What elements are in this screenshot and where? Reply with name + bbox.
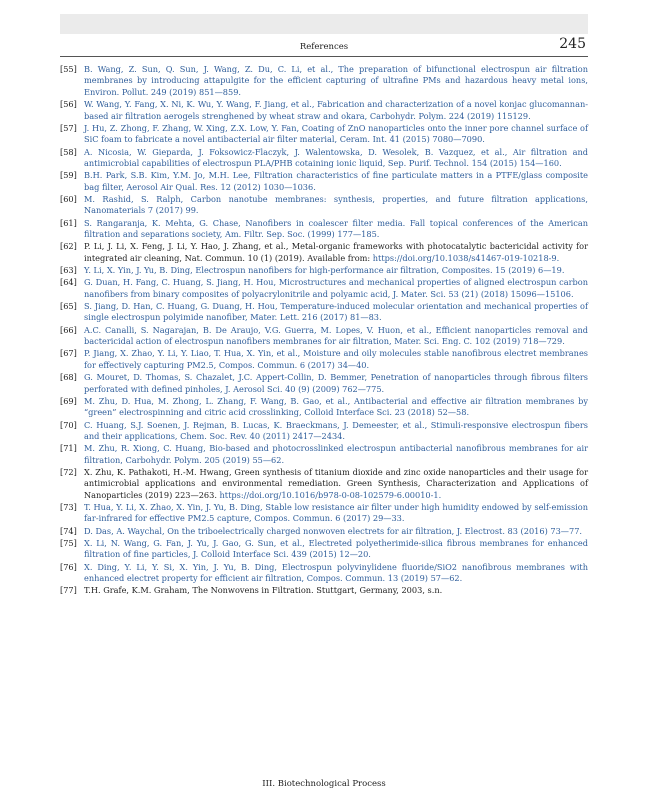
reference-number: [62] bbox=[60, 241, 77, 252]
reference-text: T.H. Grafe, K.M. Graham, The Nonwovens in Filtration. Stuttgart, Germany, 2003, s.n. bbox=[84, 585, 443, 596]
reference-number: [64] bbox=[60, 277, 77, 288]
reference-text[interactable]: M. Rashid, S. Ralph, Carbon nanotube membranes: synthesis, properties, and future filtration applications, Nanomaterials 7 (2017) 99. bbox=[84, 193, 588, 216]
reference-item[interactable] bbox=[60, 562, 588, 585]
reference-text[interactable]: P. Jiang, X. Zhao, Y. Li, Y. Liao, T. Hua, X. Yin, et al., Moisture and oily molecules stable nanofibrous electret membranes for effectively capturing PM2.5, Compos. Commun. 6 (2017) 34—40. bbox=[84, 348, 588, 370]
reference-text: P. Li, J. Li, X. Feng, J. Li, Y. Hao, J. Zhang, et al., Metal-organic frameworks with photocatalytic bactericidal activity for integrated air cleaning, Nat. Commun. 10 (1) (2019). Available from: bbox=[84, 241, 588, 263]
reference-text[interactable]: S. Rangaranja, K. Mehta, G. Chase, Nanofibers in coalescer filter media. Fall topical conferences of the American filtration and separations society, Am. Filtr. Sep. Soc. (1999) 177—185. bbox=[84, 217, 588, 240]
reference-number: [72] bbox=[60, 466, 77, 477]
reference-text[interactable]: Y. Li, X. Yin, J. Yu, B. Ding, Electrospun nanofibers for high-performance air filtration, Composites. 15 (2019) 6—19. bbox=[84, 265, 565, 276]
reference-number: [63] bbox=[60, 265, 77, 276]
reference-number: [65] bbox=[60, 301, 77, 312]
reference-number: [75] bbox=[60, 538, 77, 549]
reference-number: [76] bbox=[60, 561, 77, 572]
reference-number: [74] bbox=[60, 525, 77, 536]
reference-item bbox=[60, 585, 588, 596]
reference-text[interactable]: X. Li, N. Wang, G. Fan, J. Yu, J. Gao, G. Sun, et al., Electreted polyetherimide-silica fibrous membranes for enhanced filtration of fine particles, J. Colloid Interface Sci. 439 (2015) 12—20. bbox=[84, 538, 588, 560]
reference-number: [73] bbox=[60, 502, 77, 513]
header-title: References bbox=[299, 42, 349, 52]
doi-link[interactable]: https://doi.org/10.1016/b978-0-08-102579-6.00010-1. bbox=[219, 489, 442, 500]
reference-number: [71] bbox=[60, 443, 77, 454]
reference-number: [56] bbox=[60, 99, 77, 110]
reference-text[interactable]: A. Nicosia, W. Gieparda, J. Foksowicz-Flaczyk, J. Walentowska, D. Wesolek, B. Vazquez, et al., Air filtration and antimicrobial capabilities of electrospun PLA/PHB cotaining ionic liquid, Sep. Purif. Technol. 154 (2015) 154—160. bbox=[84, 146, 588, 168]
reference-item[interactable] bbox=[60, 396, 588, 419]
reference-text[interactable]: M. Zhu, D. Hua, M. Zhong, L. Zhang, F. Wang, B. Gao, et al., Antibacterial and effective air filtration membranes by “green” electrospinning and citric acid crosslinking, Colloid Interface Sci. 23 (2018) 52—58. bbox=[84, 395, 588, 418]
reference-number: [61] bbox=[60, 217, 77, 228]
reference-list bbox=[60, 64, 588, 598]
reference-text[interactable]: B. Wang, Z. Sun, Q. Sun, J. Wang, Z. Du, C. Li, et al., The preparation of bifunctional electrospun air filtration membranes by introducing attapulgite for the efficient capturing of ultrafine PMs and hazardous heavy metal ions, Environ. Pollut. 249 (2019) 851—859. bbox=[84, 64, 588, 97]
reference-item[interactable] bbox=[60, 325, 588, 348]
reference-text[interactable]: M. Zhu, R. Xiong, C. Huang, Bio-based and photocrosslinked electrospun antibacterial nanofibrous membranes for air filtration, Carbohydr. Polym. 205 (2019) 55—62. bbox=[84, 443, 588, 465]
reference-item[interactable] bbox=[60, 123, 588, 146]
reference-item[interactable] bbox=[60, 265, 588, 276]
reference-number: [55] bbox=[60, 64, 77, 74]
reference-text[interactable]: G. Mouret, D. Thomas, S. Chazalet, J.C. Appert-Collin, D. Bemmer, Penetration of nanoparticles through fibrous filters perforated with defined pinholes, J. Aerosol Sci. 40 (9) (2009) 762—775. bbox=[84, 372, 588, 394]
reference-text[interactable]: B.H. Park, S.B. Kim, Y.M. Jo, M.H. Lee, Filtration characteristics of fine particulate matters in a PTFE/glass composite bag filter, Aerosol Air Qual. Res. 12 (2012) 1030—1036. bbox=[84, 170, 588, 192]
reference-text[interactable]: X. Ding, Y. Li, Y. Si, X. Yin, J. Yu, B. Ding, Electrospun polyvinylidene fluoride/SiO2 nanofibrous membranes with enhanced electret property for efficient air filtration, Compos. Commun. 13 (2019) 57—62. bbox=[84, 561, 588, 584]
reference-number: [60] bbox=[60, 193, 77, 204]
reference-item[interactable] bbox=[60, 348, 588, 371]
reference-item[interactable] bbox=[60, 170, 588, 193]
reference-text[interactable]: C. Huang, S.J. Soenen, J. Rejman, B. Lucas, K. Braeckmans, J. Demeester, et al., Stimuli-responsive electrospun fibers and their applications, Chem. Soc. Rev. 40 (2011) 2417—2434. bbox=[84, 419, 588, 441]
page-number: 245 bbox=[559, 36, 586, 52]
reference-number: [68] bbox=[60, 372, 77, 383]
reference-text[interactable]: J. Hu, Z. Zhong, F. Zhang, W. Xing, Z.X. Low, Y. Fan, Coating of ZnO nanoparticles onto the inner pore channel surface of SiC foam to fabricate a novel antibacterial air filter material, Ceram. Int. 41 (2015) 7080—7090. bbox=[84, 122, 588, 145]
reference-item[interactable] bbox=[60, 194, 588, 217]
reference-number: [69] bbox=[60, 395, 77, 406]
reference-item bbox=[60, 467, 588, 501]
reference-number: [67] bbox=[60, 348, 77, 359]
reference-text[interactable]: G. Duan, H. Fang, C. Huang, S. Jiang, H. Hou, Microstructures and mechanical properties of aligned electrospun carbon nanofibers from binary composites of polyacrylonitrile and polyamic acid, J. Mater. Sci. 53 (21) (2018) 15096—15106. bbox=[84, 277, 588, 299]
running-header bbox=[60, 34, 588, 57]
reference-item[interactable] bbox=[60, 502, 588, 525]
doi-link[interactable]: https://doi.org/10.1038/s41467-019-10218-9. bbox=[372, 252, 560, 263]
reference-item[interactable] bbox=[60, 64, 588, 98]
reference-item[interactable] bbox=[60, 420, 588, 443]
reference-item[interactable] bbox=[60, 372, 588, 395]
reference-text[interactable]: T. Hua, Y. Li, X. Zhao, X. Yin, J. Yu, B. Ding, Stable low resistance air filter under high humidity endowed by self-emission far-infrared for effective PM2.5 capture, Compos. Commun. 6 (2017) 29—33. bbox=[84, 502, 588, 524]
reference-item[interactable] bbox=[60, 147, 588, 170]
reference-number: [70] bbox=[60, 419, 77, 430]
reference-number: [66] bbox=[60, 324, 77, 335]
reference-number: [59] bbox=[60, 170, 77, 181]
header-band bbox=[60, 14, 588, 34]
reference-item[interactable] bbox=[60, 277, 588, 300]
reference-item[interactable] bbox=[60, 301, 588, 324]
reference-item[interactable] bbox=[60, 538, 588, 561]
reference-number: [77] bbox=[60, 585, 77, 596]
reference-text[interactable]: D. Das, A. Waychal, On the triboelectrically charged nonwoven electrets for air filtration, J. Electrost. 83 (2016) 73—77. bbox=[84, 525, 582, 536]
reference-text[interactable]: S. Jiang, D. Han, C. Huang, G. Duang, H. Hou, Temperature-induced molecular orientation and mechanical properties of single electrospun polyimide nanofiber, Mater. Lett. 216 (2017) 81—83. bbox=[84, 301, 588, 323]
reference-number: [57] bbox=[60, 122, 77, 133]
reference-text[interactable]: A.C. Canalli, S. Nagarajan, B. De Araujo, V.G. Guerra, M. Lopes, V. Huon, et al., Efficient nanoparticles removal and bactericidal action of electrospun nanofibers membranes for air filtration, Mater. Sci. Eng. C. 102 (2019) 718—729. bbox=[84, 324, 588, 347]
reference-text: X. Zhu, K. Pathakoti, H.-M. Hwang, Green synthesis of titanium dioxide and zinc oxide nanoparticles and their usage for antimicrobial applications and environmental remediation. Green Synthesis, Characterization and Applications of Nanoparticles (2019) 223—263. bbox=[84, 466, 588, 500]
reference-item[interactable] bbox=[60, 218, 588, 241]
reference-number: [58] bbox=[60, 146, 77, 157]
reference-item[interactable] bbox=[60, 99, 588, 122]
footer-section-title: III. Biotechnological Process bbox=[262, 779, 386, 789]
reference-text[interactable]: W. Wang, Y. Fang, X. Ni, K. Wu, Y. Wang, F. Jiang, et al., Fabrication and characterization of a novel konjac glucomannan-based air filtration aerogels strenghened by wheat straw and okara, Carbohydr. Polym. 224 (2019) 115129. bbox=[84, 99, 588, 121]
reference-item bbox=[60, 241, 588, 264]
reference-item[interactable] bbox=[60, 526, 588, 537]
reference-item[interactable] bbox=[60, 443, 588, 466]
